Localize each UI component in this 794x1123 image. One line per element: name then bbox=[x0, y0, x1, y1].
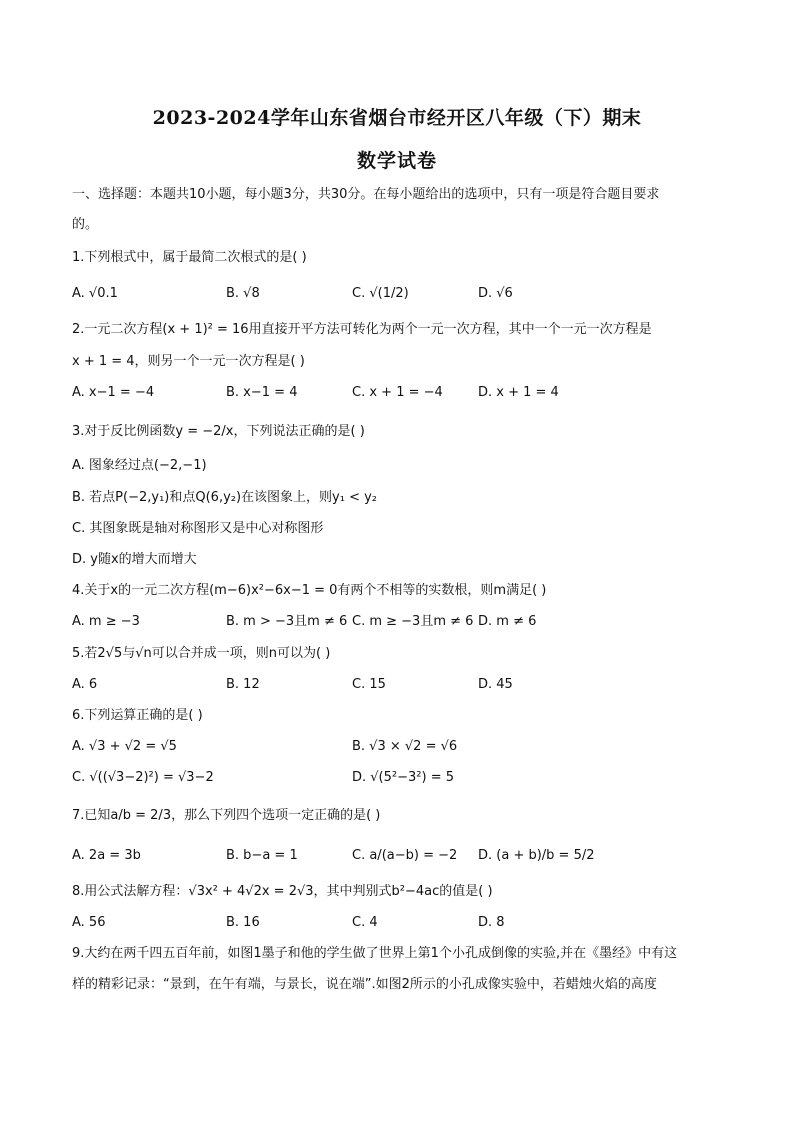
question-7-stem: 7.已知a/b = 2/3，那么下列四个选项一定正确的是( ) bbox=[72, 808, 381, 823]
question-4-option-c: C. m ≥ −3且m ≠ 6 bbox=[352, 614, 474, 629]
exam-title: 2023-2024学年山东省烟台市经开区八年级（下）期末 bbox=[152, 107, 642, 129]
question-1-option-b: B. √8 bbox=[226, 286, 260, 301]
question-2-option-a: A. x−1 = −4 bbox=[72, 385, 155, 400]
question-5-option-b: B. 12 bbox=[226, 677, 260, 692]
question-5-option-c: C. 15 bbox=[352, 677, 386, 692]
question-6-stem: 6.下列运算正确的是( ) bbox=[72, 708, 203, 723]
question-8-option-b: B. 16 bbox=[226, 915, 260, 930]
question-4-option-a: A. m ≥ −3 bbox=[72, 614, 140, 629]
question-9-stem-line2: 样的精彩记录：“景到，在午有端，与景长，说在端”.如图2所示的小孔成像实验中，若蜡烛火焰的高度 bbox=[72, 977, 657, 992]
question-8-option-c: C. 4 bbox=[352, 915, 378, 930]
question-3-stem: 3.对于反比例函数y = −2/x，下列说法正确的是( ) bbox=[72, 424, 365, 439]
question-1-option-d: D. √6 bbox=[478, 286, 513, 301]
question-3-option-a: A. 图象经过点(−2,−1) bbox=[72, 458, 207, 473]
question-2-option-d: D. x + 1 = 4 bbox=[478, 385, 559, 400]
question-7-option-a: A. 2a = 3b bbox=[72, 848, 141, 863]
question-4-option-b: B. m > −3且m ≠ 6 bbox=[226, 614, 348, 629]
question-1-option-c: C. √(1/2) bbox=[352, 286, 409, 301]
question-3-option-d: D. y随x的增大而增大 bbox=[72, 552, 197, 567]
question-7-option-d: D. (a + b)/b = 5/2 bbox=[478, 848, 595, 863]
question-6-option-c: C. √((√3−2)²) = √3−2 bbox=[72, 770, 214, 785]
question-8-option-d: D. 8 bbox=[478, 915, 505, 930]
question-3-option-c: C. 其图象既是轴对称图形又是中心对称图形 bbox=[72, 521, 324, 536]
question-8-option-a: A. 56 bbox=[72, 915, 106, 930]
question-6-option-a: A. √3 + √2 = √5 bbox=[72, 739, 177, 754]
question-9-stem-line1: 9.大约在两千四五百年前，如图1墨子和他的学生做了世界上第1个小孔成倒像的实验,并在《墨经》中有这 bbox=[72, 946, 678, 961]
question-1-option-a: A. √0.1 bbox=[72, 286, 118, 301]
question-5-option-d: D. 45 bbox=[478, 677, 513, 692]
question-3-option-b: B. 若点P(−2,y₁)和点Q(6,y₂)在该图象上，则y₁ < y₂ bbox=[72, 490, 378, 505]
question-7-option-b: B. b−a = 1 bbox=[226, 848, 298, 863]
exam-subtitle: 数学试卷 bbox=[356, 150, 437, 172]
question-5-stem: 5.若2√5与√n可以合并成一项，则n可以为( ) bbox=[72, 646, 331, 661]
question-1-stem: 1.下列根式中，属于最简二次根式的是( ) bbox=[72, 250, 307, 265]
question-2-stem-line1: 2.一元二次方程(x + 1)² = 16用直接开平方法可转化为两个一元一次方程，其中一个一元一次方程是 bbox=[72, 322, 652, 337]
question-2-stem-line2: x + 1 = 4，则另一个一元一次方程是( ) bbox=[72, 354, 305, 369]
section-header-line1: 一、选择题：本题共10小题，每小题3分，共30分。在每小题给出的选项中，只有一项是符合题目要求 bbox=[72, 187, 660, 202]
question-6-option-d: D. √(5²−3²) = 5 bbox=[352, 770, 454, 785]
section-header-line2: 的。 bbox=[72, 217, 99, 232]
question-6-option-b: B. √3 × √2 = √6 bbox=[352, 739, 458, 754]
question-8-stem: 8.用公式法解方程：√3x² + 4√2x = 2√3，其中判别式b²−4ac的值是( ) bbox=[72, 884, 493, 899]
question-4-option-d: D. m ≠ 6 bbox=[478, 614, 537, 629]
question-4-stem: 4.关于x的一元二次方程(m−6)x²−6x−1 = 0有两个不相等的实数根，则m满足( ) bbox=[72, 583, 547, 598]
question-5-option-a: A. 6 bbox=[72, 677, 98, 692]
question-2-option-c: C. x + 1 = −4 bbox=[352, 385, 443, 400]
question-7-option-c: C. a/(a−b) = −2 bbox=[352, 848, 458, 863]
question-2-option-b: B. x−1 = 4 bbox=[226, 385, 298, 400]
